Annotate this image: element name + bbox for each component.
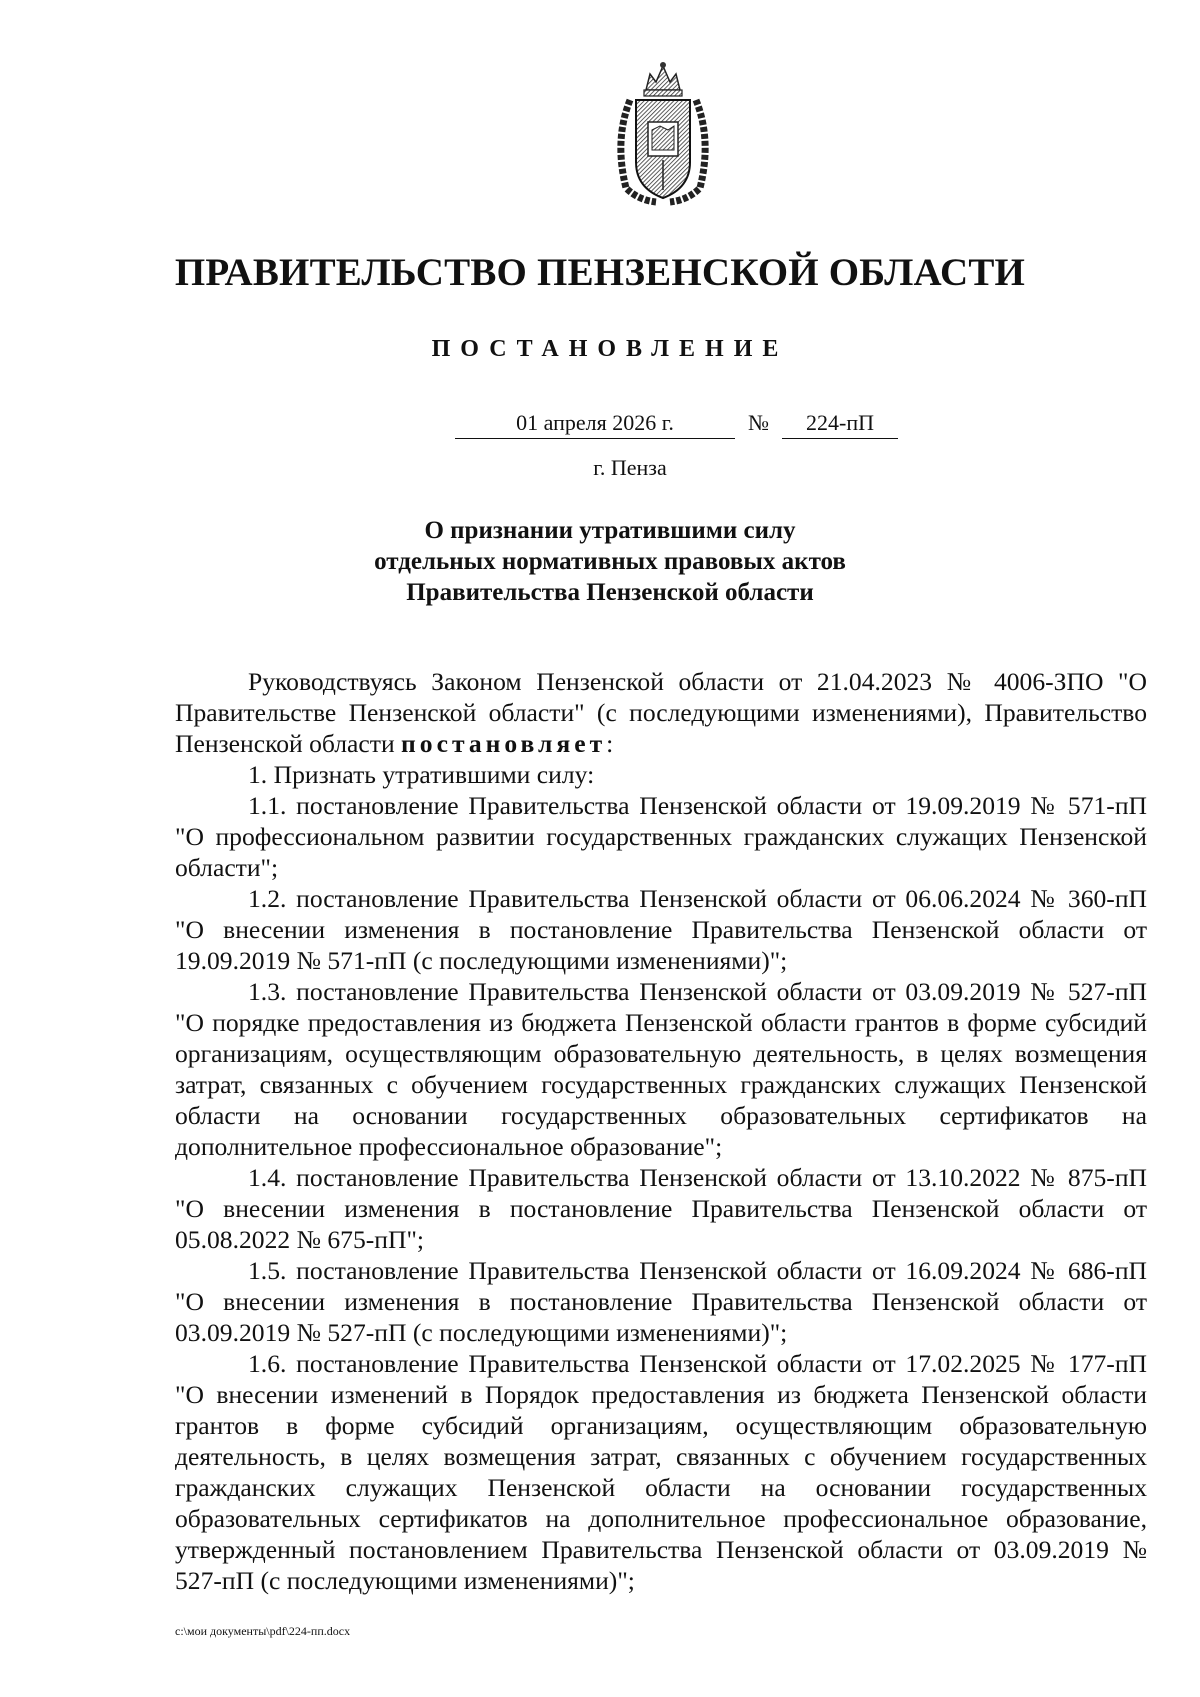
document-type-heading: ПОСТАНОВЛЕНИЕ (431, 336, 789, 362)
item-paragraph: 1. Признать утратившими силу: (248, 760, 595, 789)
preamble-colon: : (606, 729, 614, 758)
title-line-2: отдельных нормативных правовых актов (374, 548, 846, 575)
title-line-1: О признании утратившими силу (424, 517, 796, 544)
document-date: 01 апреля 2026 г. (455, 410, 735, 439)
item-paragraph: 1.1. постановление Правительства Пензенской области от 19.09.2019 № 571-пП "О профессиональном развитии государственных гражданских служащих Пензенской области"; (175, 791, 1147, 882)
item-paragraph: 1.3. постановление Правительства Пензенской области от 03.09.2019 № 527-пП "О порядке предоставления из бюджета Пензенской области грантов в форме субсидий организациям, осуществляющим образовательную деятельность, в целях возмещения затрат, связанных с обучением государственных гражданских служащих Пензенской области на основании государственных образовательных сертификатов на дополнительное профессиональное образование"; (175, 977, 1147, 1161)
document-body (175, 666, 1147, 1596)
preamble-verb: постановляет (401, 729, 607, 758)
item-paragraph: 1.4. постановление Правительства Пензенской области от 13.10.2022 № 875-пП "О внесении изменения в постановление Правительства Пензенской области от 05.08.2022 № 675-пП"; (175, 1163, 1147, 1254)
document-number: 224-пП (782, 410, 898, 439)
item-paragraph: 1.5. постановление Правительства Пензенской области от 16.09.2024 № 686-пП "О внесении изменения в постановление Правительства Пензенской области от 03.09.2019 № 527-пП (с последующими изменениями)"; (175, 1256, 1147, 1347)
preamble-paragraph (175, 666, 1147, 759)
footer-file-path: c:\мои документы\pdf\224-пп.docx (175, 1624, 351, 1638)
coat-of-arms-emblem (608, 60, 718, 210)
government-heading: ПРАВИТЕЛЬСТВО ПЕНЗЕНСКОЙ ОБЛАСТИ (174, 251, 1026, 294)
item-paragraph: 1.6. постановление Правительства Пензенской области от 17.02.2025 № 177-пП "О внесении изменений в Порядок предоставления из бюджета Пензенской области грантов в форме субсидий организациям, осуществляющим образовательную деятельность, в целях возмещения затрат, связанных с обучением государственных гражданских служащих Пензенской области на основании государственных образовательных сертификатов на дополнительное профессиональное образование, утвержденный постановлением Правительства Пензенской области от 03.09.2019 № 527-пП (с последующими изменениями)"; (175, 1349, 1147, 1595)
preamble-text: Руководствуясь Законом Пензенской области от 21.04.2023 № 4006-ЗПО "О Правительстве Пензенской области" (с последующими изменениями), Правительство Пензенской области (175, 667, 1147, 758)
document-title (0, 515, 1200, 608)
city-line: г. Пенза (593, 455, 667, 480)
number-sign: № (748, 410, 769, 435)
title-line-3: Правительства Пензенской области (406, 579, 814, 606)
item-paragraph: 1.2. постановление Правительства Пензенской области от 06.06.2024 № 360-пП "О внесении изменения в постановление Правительства Пензенской области от 19.09.2019 № 571-пП (с последующими изменениями)"; (175, 884, 1147, 975)
date-number-line (0, 410, 1200, 446)
